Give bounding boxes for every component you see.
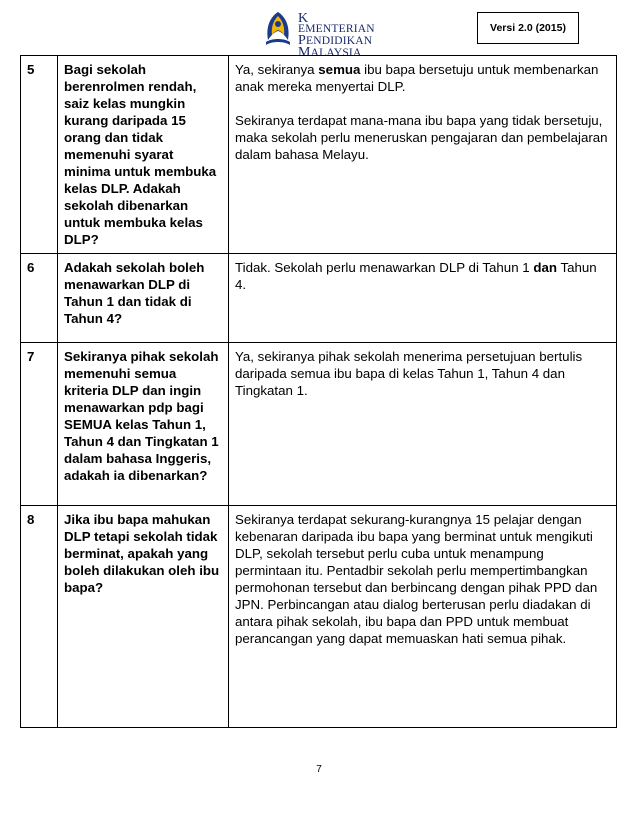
kpm-emblem-icon — [262, 10, 294, 48]
logo-wordmark: K EMENTERIAN PENDIDIKAN MALAYSIA — [298, 11, 375, 60]
table-row — [21, 56, 617, 254]
question-cell: Adakah sekolah boleh menawarkan DLP di Tahun 1 dan tidak di Tahun 4? — [58, 254, 229, 343]
table-row — [21, 506, 617, 728]
faq-table — [20, 55, 617, 728]
row-number: 8 — [21, 506, 58, 728]
row-number: 7 — [21, 343, 58, 506]
table-row — [21, 254, 617, 343]
answer-paragraph: Ya, sekiranya semua ibu bapa bersetuju untuk membenarkan anak mereka menyertai DLP. — [235, 62, 599, 94]
emphasis-text: semua — [318, 62, 361, 77]
row-number: 5 — [21, 56, 58, 254]
answer-cell — [229, 56, 617, 254]
answer-paragraph: Sekiranya terdapat mana-mana ibu bapa yang tidak bersetuju, maka sekolah perlu meneruskan pengajaran dan pembelajaran dalam bahasa Melayu. — [235, 113, 608, 162]
answer-cell: Ya, sekiranya pihak sekolah menerima persetujuan bertulis daripada semua ibu bapa di kelas Tahun 1, Tahun 4 dan Tingkatan 1. — [229, 343, 617, 506]
question-cell: Jika ibu bapa mahukan DLP tetapi sekolah tidak berminat, apakah yang boleh dilakukan oleh ibu bapa? — [58, 506, 229, 728]
table-row — [21, 343, 617, 506]
question-cell: Sekiranya pihak sekolah memenuhi semua kriteria DLP dan ingin menawarkan pdp bagi SEMUA kelas Tahun 1, Tahun 4 dan Tingkatan 1 dalam bahasa Inggeris, adakah ia dibenarkan? — [58, 343, 229, 506]
ministry-logo — [262, 8, 402, 60]
row-number: 6 — [21, 254, 58, 343]
version-box: Versi 2.0 (2015) — [477, 12, 579, 44]
question-cell: Bagi sekolah berenrolmen rendah, saiz kelas mungkin kurang daripada 15 orang dan tidak memenuhi syarat minima untuk membuka kelas DLP. Adakah sekolah dibenarkan untuk membuka kelas DLP? — [58, 56, 229, 254]
page-number: 7 — [316, 764, 322, 775]
emphasis-text: dan — [533, 260, 558, 275]
answer-cell: Tidak. Sekolah perlu menawarkan DLP di Tahun 1 dan Tahun 4. — [229, 254, 617, 343]
page-header — [0, 0, 638, 58]
answer-cell: Sekiranya terdapat sekurang-kurangnya 15 pelajar dengan kebenaran daripada ibu bapa yang berminat untuk mengikuti DLP, sekolah tersebut perlu cuba untuk menampung permintaan itu. Pentadbir sekolah perlu mempertimbangkan permohonan tersebut dan berbincang dengan pihak PPD dan JPN. Perbincangan atau dialog berterusan perlu diadakan di antara pihak sekolah, ibu bapa dan PPD untuk membuat perancangan yang dapat memuaskan hati semua pihak. — [229, 506, 617, 728]
